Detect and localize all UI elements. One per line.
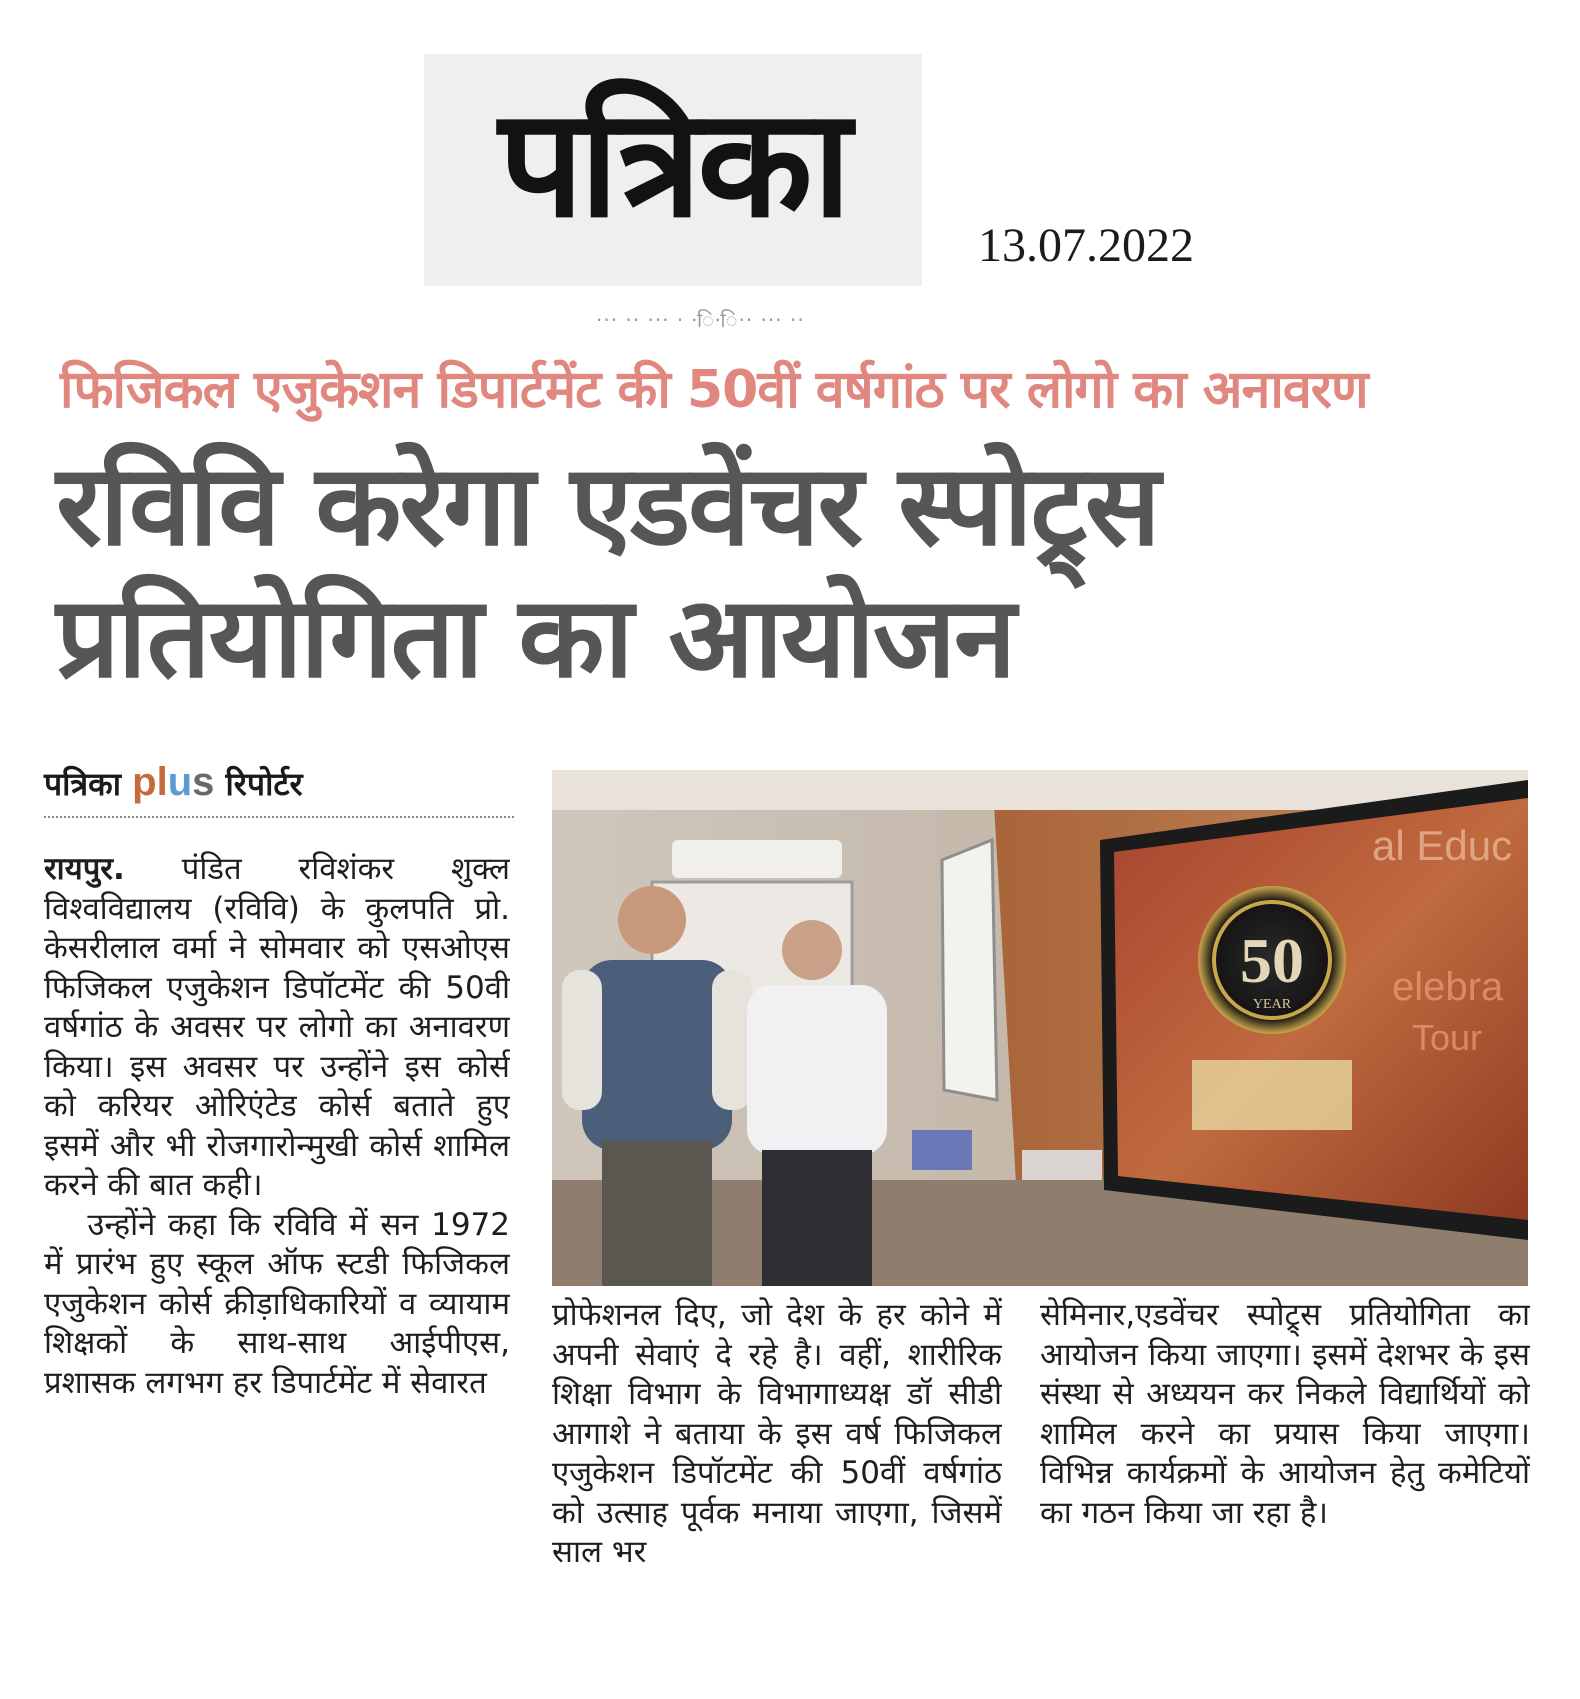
masthead-box [424, 54, 922, 286]
byline [44, 760, 514, 818]
dateline: रायपुर. [44, 851, 125, 887]
badge-year: YEAR [1252, 997, 1292, 1012]
plus-logo [132, 760, 214, 804]
plus-logo-pl: pl [132, 760, 168, 804]
screen-caption-plate [1192, 1060, 1352, 1130]
screen-text-1: al Educ [1372, 822, 1513, 869]
plus-logo-s: s [192, 760, 215, 804]
article-para-2: उन्होंने कहा कि रविवि में सन 1972 में प्रारंभ हुए स्कूल ऑफ स्टडी फिजिकल एजुकेशन कोर्स क्रीड़ाधिकारियों व व्यायाम शिक्षकों के साथ-साथ आईपीएस, प्रशासक लगभग हर डिपार्टमेंट में सेवारत [44, 1206, 510, 1401]
plus-logo-u: u [167, 760, 193, 804]
bleed-through-text: ··· ·· ··· · ·ि·ि·· ··· ·· [596, 308, 805, 332]
news-photo [552, 770, 1528, 1286]
badge-number: 50 [1240, 925, 1304, 996]
article-column-3: सेमिनार,एडवेंचर स्पोट्र्स प्रतियोगिता का आयोजन किया जाएगा। इसमें देशभर के इस संस्था से अध्ययन कर निकले विद्यार्थियों को शामिल करने का प्रयास किया जाएगा। विभिन्न कार्यक्रमों के आयोजन हेतु कमेटियों का गठन किया जा रहा है। [1040, 1297, 1530, 1531]
headline-line-2: प्रतियोगिता का आयोजन [56, 573, 1015, 703]
publication-date: 13.07.2022 [978, 219, 1194, 272]
article-column-1 [44, 850, 510, 1670]
whiteboard-right [942, 840, 997, 1100]
screen-text-3: Tour [1412, 1017, 1483, 1058]
headline-line-1: रविवि करेगा एडवेंचर स्पोट्र्स [56, 441, 1159, 571]
article-column-2: प्रोफेशनल दिए, जो देश के हर कोने में अपनी सेवाएं दे रहे है। वहीं, शारीरिक शिक्षा विभाग के विभागाध्यक्ष डॉ सीडी आगाशे ने बताया के इस वर्ष फिजिकल एजुकेशन डिपॉटमेंट की 50वीं वर्षगांठ को उत्साह पूर्वक मनाया जाएगा, जिसमें साल भर [552, 1297, 1002, 1570]
table-item [1022, 1150, 1102, 1180]
kicker-headline: फिजिकल एजुकेशन डिपार्टमेंट की 50वीं वर्षगांठ पर लोगो का अनावरण [60, 360, 1368, 420]
byline-brand: पत्रिका [44, 765, 121, 803]
photo-illustration [552, 770, 1528, 1286]
article-para-1: पंडित रविशंकर शुक्ल विश्वविद्यालय (रविवि) के कुलपति प्रो. केसरीलाल वर्मा ने सोमवार को एसओएस फिजिकल एजुकेशन डिपॉटमेंट की 50वी वर्षगांठ के अवसर पर लोगो का अनावरण किया। इस अवसर पर उन्होंने इस कोर्स को करियर ओरिएंटेड कोर्स बताते हुए इसमें और भी रोजगारोन्मुखी कोर्स शामिल करने की बात कही। [44, 851, 510, 1203]
main-headline [56, 440, 1526, 704]
masthead-logo: पत्रिका [498, 77, 848, 251]
air-conditioner [672, 840, 842, 878]
byline-role: रिपोर्टर [225, 765, 303, 803]
blue-cloth [912, 1130, 972, 1170]
screen-text-2: elebra [1392, 965, 1504, 1009]
